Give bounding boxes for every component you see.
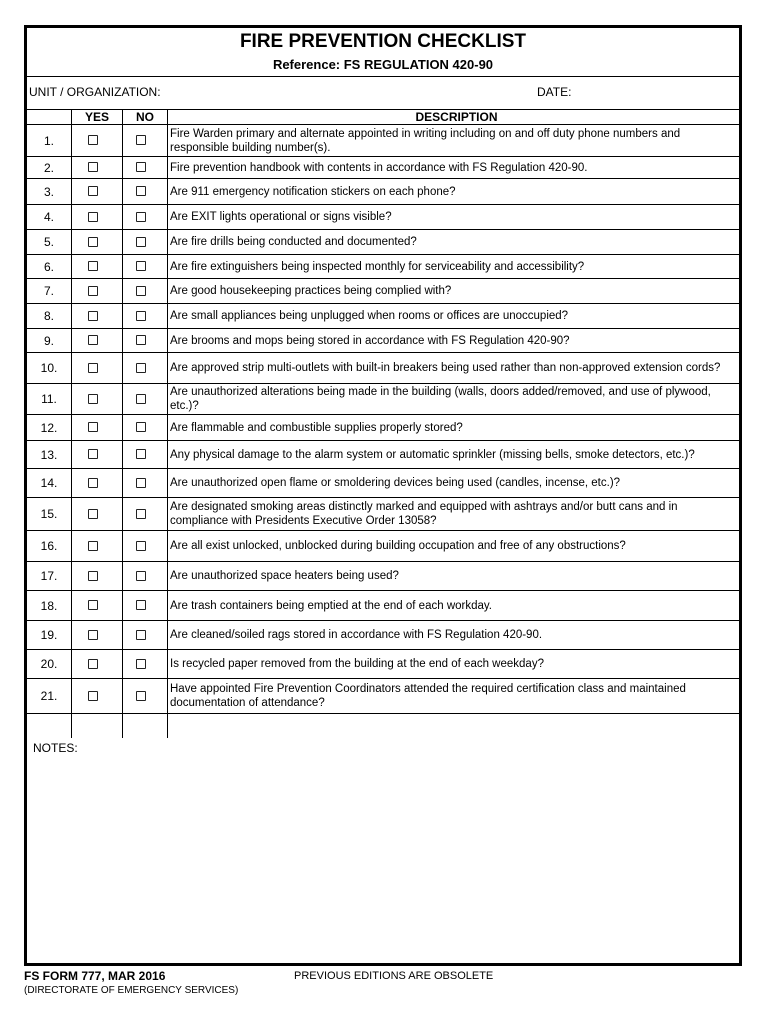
item-description: Are unauthorized open flame or smoldering devices being used (candles, incense, etc.)? — [170, 477, 621, 489]
item-number: 5. — [43, 235, 54, 249]
item-number: 16. — [40, 539, 58, 553]
checklist-row — [27, 304, 739, 329]
checklist-row — [27, 205, 739, 230]
yes-checkbox[interactable] — [88, 286, 98, 296]
no-checkbox[interactable] — [136, 394, 146, 404]
yes-checkbox[interactable] — [88, 630, 98, 640]
item-number: 7. — [43, 284, 54, 298]
no-checkbox[interactable] — [136, 422, 146, 432]
item-number: 12. — [40, 420, 58, 435]
no-checkbox[interactable] — [136, 509, 146, 519]
yes-checkbox[interactable] — [88, 394, 98, 404]
checklist-row — [27, 469, 739, 498]
form-reference: Reference: FS REGULATION 420-90 — [272, 57, 494, 72]
column-header-no: NO — [136, 110, 154, 124]
column-header-yes: YES — [84, 110, 109, 124]
checklist-row — [27, 384, 739, 415]
yes-checkbox[interactable] — [88, 311, 98, 321]
item-description: Are fire extinguishers being inspected monthly for serviceability and accessibility? — [170, 260, 585, 273]
yes-checkbox[interactable] — [88, 691, 98, 701]
item-number: 19. — [40, 628, 58, 642]
no-checkbox[interactable] — [136, 449, 146, 459]
item-description: Are EXIT lights operational or signs visible? — [170, 211, 392, 223]
checklist-row — [27, 562, 739, 591]
checklist-form — [24, 25, 742, 966]
item-description: Are fire drills being conducted and documented? — [170, 236, 417, 248]
item-number: 20. — [40, 657, 58, 671]
item-description: Are unauthorized space heaters being used? — [170, 570, 399, 582]
no-checkbox[interactable] — [136, 571, 146, 581]
item-number: 18. — [40, 598, 58, 613]
yes-checkbox[interactable] — [88, 162, 98, 172]
yes-checkbox[interactable] — [88, 659, 98, 669]
item-number: 1. — [43, 133, 54, 148]
no-checkbox[interactable] — [136, 286, 146, 296]
checklist-row — [27, 279, 739, 304]
checklist-row — [27, 179, 739, 205]
item-description: Are approved strip multi-outlets with built-in breakers being used rather than non-approved extension cords? — [170, 362, 721, 374]
item-description: Fire prevention handbook with contents in accordance with FS Regulation 420-90. — [170, 161, 588, 174]
no-checkbox[interactable] — [136, 691, 146, 701]
item-description: Have appointed Fire Prevention Coordinators attended the required certification class and maintained documentation of attendance? — [170, 683, 686, 709]
yes-checkbox[interactable] — [88, 600, 98, 610]
checklist-row — [27, 650, 739, 679]
item-number: 3. — [43, 184, 54, 199]
item-number: 17. — [40, 569, 58, 583]
item-description: Are 911 emergency notification stickers on each phone? — [170, 185, 456, 198]
item-description: Fire Warden primary and alternate appointed in writing including on and off duty phone numbers and responsible building number(s). — [170, 127, 681, 154]
unit-organization-label: UNIT / ORGANIZATION: — [29, 85, 161, 99]
yes-checkbox[interactable] — [88, 135, 98, 145]
item-number: 11. — [41, 392, 57, 406]
item-number: 13. — [40, 447, 58, 462]
yes-checkbox[interactable] — [88, 212, 98, 222]
yes-checkbox[interactable] — [88, 478, 98, 488]
form-id: FS FORM 777, MAR 2016 — [24, 969, 166, 983]
no-checkbox[interactable] — [136, 212, 146, 222]
item-description: Are all exist unlocked, unblocked during building occupation and free of any obstructions? — [170, 540, 626, 552]
checklist-row — [27, 157, 739, 179]
no-checkbox[interactable] — [136, 311, 146, 321]
directorate: (DIRECTORATE OF EMERGENCY SERVICES) — [24, 985, 239, 996]
no-checkbox[interactable] — [136, 659, 146, 669]
yes-checkbox[interactable] — [88, 186, 98, 196]
item-description: Any physical damage to the alarm system or automatic sprinkler (missing bells, smoke detectors, etc.)? — [170, 448, 695, 461]
checklist-row — [27, 679, 739, 714]
item-description: Are small appliances being unplugged when rooms or offices are unoccupied? — [170, 310, 569, 322]
no-checkbox[interactable] — [136, 261, 146, 271]
yes-checkbox[interactable] — [88, 422, 98, 432]
yes-checkbox[interactable] — [88, 571, 98, 581]
yes-checkbox[interactable] — [88, 335, 98, 345]
item-number: 10. — [40, 361, 58, 375]
checklist-row — [27, 591, 739, 621]
item-description: Are unauthorized alterations being made in the building (walls, doors added/removed, and use of plywood, etc.)? — [170, 386, 711, 412]
item-description: Are designated smoking areas distinctly marked and equipped with ashtrays and/or butt cans and in compliance with Presidents Executive Order 13058? — [170, 501, 678, 527]
checklist-row — [27, 255, 739, 279]
no-checkbox[interactable] — [136, 335, 146, 345]
item-number: 15. — [40, 507, 58, 521]
no-checkbox[interactable] — [136, 478, 146, 488]
item-description: Are good housekeeping practices being complied with? — [170, 285, 452, 297]
no-checkbox[interactable] — [136, 541, 146, 551]
no-checkbox[interactable] — [136, 600, 146, 610]
divider — [27, 76, 739, 77]
yes-checkbox[interactable] — [88, 509, 98, 519]
item-number: 9. — [43, 333, 54, 348]
yes-checkbox[interactable] — [88, 237, 98, 247]
item-description: Are flammable and combustible supplies properly stored? — [170, 421, 463, 434]
item-description: Is recycled paper removed from the building at the end of each weekday? — [170, 658, 544, 670]
item-number: 2. — [43, 160, 54, 175]
yes-checkbox[interactable] — [88, 449, 98, 459]
no-checkbox[interactable] — [136, 135, 146, 145]
item-number: 14. — [40, 476, 58, 490]
checklist-row — [27, 441, 739, 469]
checklist-row — [27, 353, 739, 384]
item-description: Are cleaned/soiled rags stored in accordance with FS Regulation 420-90. — [170, 629, 543, 641]
yes-checkbox[interactable] — [88, 363, 98, 373]
no-checkbox[interactable] — [136, 237, 146, 247]
checklist-row — [27, 498, 739, 531]
checklist-row — [27, 621, 739, 650]
item-number: 6. — [43, 259, 54, 274]
checklist-row — [27, 415, 739, 441]
obsolete-notice: PREVIOUS EDITIONS ARE OBSOLETE — [294, 970, 494, 982]
checklist-row — [27, 125, 739, 157]
no-checkbox[interactable] — [136, 162, 146, 172]
no-checkbox[interactable] — [136, 630, 146, 640]
item-description: Are trash containers being emptied at the end of each workday. — [170, 599, 492, 612]
checklist-row — [27, 230, 739, 255]
yes-checkbox[interactable] — [88, 261, 98, 271]
no-checkbox[interactable] — [136, 363, 146, 373]
notes-label: NOTES: — [33, 741, 78, 755]
column-header-description: DESCRIPTION — [415, 110, 498, 124]
item-number: 21. — [40, 689, 58, 703]
date-label: DATE: — [537, 85, 572, 99]
checklist-row — [27, 329, 739, 353]
yes-checkbox[interactable] — [88, 541, 98, 551]
item-number: 8. — [43, 309, 54, 323]
checklist-row — [27, 531, 739, 562]
no-checkbox[interactable] — [136, 186, 146, 196]
item-description: Are brooms and mops being stored in accordance with FS Regulation 420-90? — [170, 334, 570, 347]
item-number: 4. — [43, 210, 54, 224]
form-title: FIRE PREVENTION CHECKLIST — [239, 31, 527, 52]
